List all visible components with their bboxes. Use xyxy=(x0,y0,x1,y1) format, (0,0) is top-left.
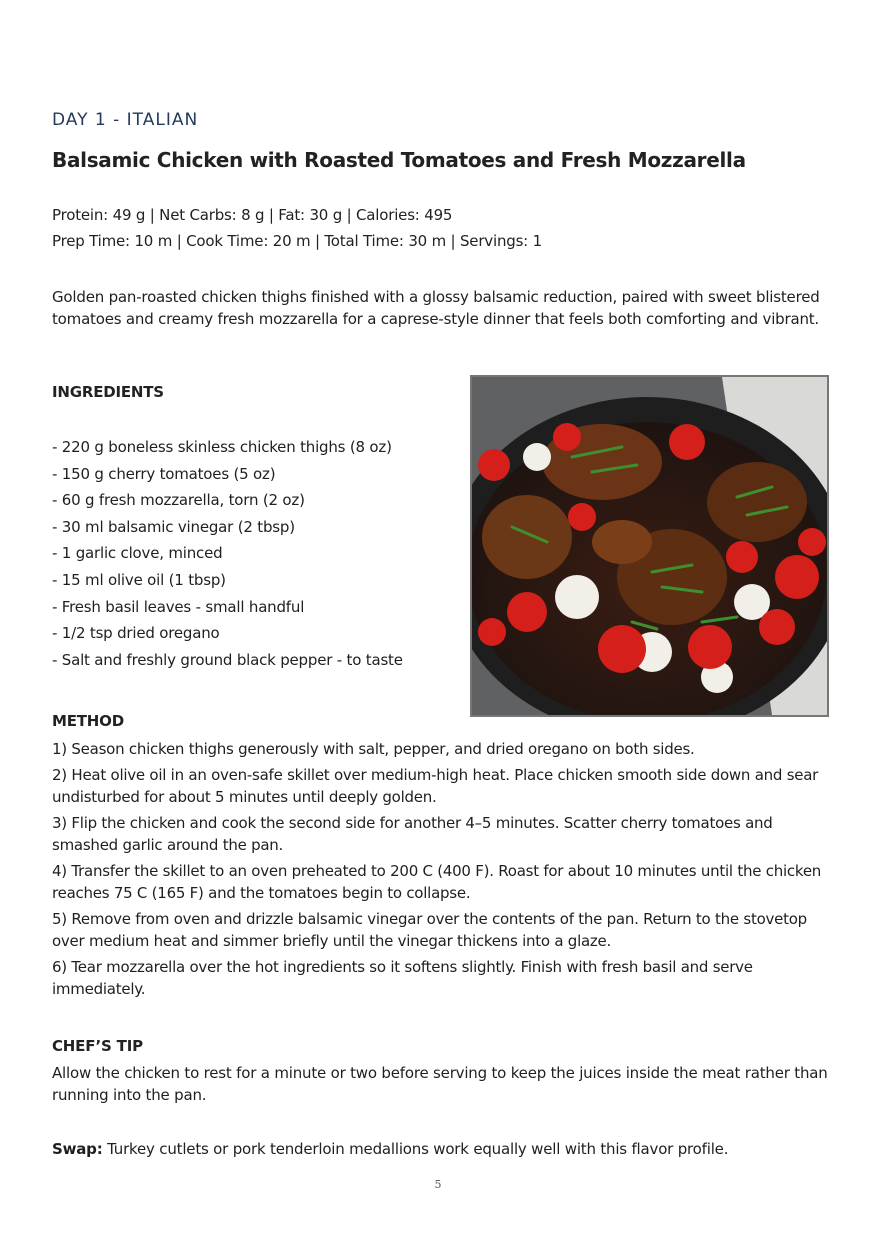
page-number: 5 xyxy=(434,1178,442,1191)
method-heading: METHOD xyxy=(52,712,124,730)
method-step: 3) Flip the chicken and cook the second side for another 4–5 minutes. Scatter cherry tomatoes and smashed garlic around the pan. xyxy=(52,814,773,854)
method-step: 2) Heat olive oil in an oven-safe skillet over medium-high heat. Place chicken smooth side down and sear undisturbed for about 5 minutes until deeply golden. xyxy=(52,766,819,806)
fat-value: 30 g xyxy=(309,206,343,224)
method-step: 1) Season chicken thighs generously with salt, pepper, and dried oregano on both sides. xyxy=(52,740,695,758)
ingredient-item: - Salt and freshly ground black pepper - to taste xyxy=(52,650,403,669)
method-step: 5) Remove from oven and drizzle balsamic vinegar over the contents of the pan. Return to the stovetop over medium heat and simmer briefly until the vinegar thickens into a glaze. xyxy=(52,910,807,950)
net-carbs-value: 8 g xyxy=(241,206,265,224)
ingredient-item: - 1/2 tsp dried oregano xyxy=(52,624,220,643)
ingredient-item: - 15 ml olive oil (1 tbsp) xyxy=(52,570,226,589)
recipe-intro: Golden pan-roasted chicken thighs finished with a glossy balsamic reduction, paired with sweet blistered tomatoes and creamy fresh mozzarella for a caprese-style dinner that feels both comforting and vibrant. xyxy=(52,288,820,328)
fat-label: | Fat: xyxy=(264,206,310,224)
nutrition-line xyxy=(52,206,452,224)
method-step: 6) Tear mozzarella over the hot ingredients so it softens slightly. Finish with fresh basil and serve immediately. xyxy=(52,958,753,998)
ingredient-item: - 220 g boneless skinless chicken thighs (8 oz) xyxy=(52,438,392,456)
net-carbs-label: | Net Carbs: xyxy=(145,206,242,224)
time-line: Prep Time: 10 m | Cook Time: 20 m | Total Time: 30 m | Servings: 1 xyxy=(52,232,542,250)
ingredients-heading: INGREDIENTS xyxy=(52,383,164,401)
ingredient-item: - 30 ml balsamic vinegar (2 tbsp) xyxy=(52,517,295,536)
ingredient-item: - 60 g fresh mozzarella, torn (2 oz) xyxy=(52,491,305,510)
skillet-illustration xyxy=(472,377,827,715)
recipe-title: Balsamic Chicken with Roasted Tomatoes and Fresh Mozzarella xyxy=(52,148,746,172)
chef-tip-text: Allow the chicken to rest for a minute or two before serving to keep the juices inside the meat rather than running into the pan. xyxy=(52,1064,828,1104)
calories-label: | Calories: xyxy=(342,206,425,224)
method-step: 4) Transfer the skillet to an oven preheated to 200 C (400 F). Roast for about 10 minutes until the chicken reaches 75 C (165 F) and the tomatoes begin to collapse. xyxy=(52,862,822,902)
calories-value: 495 xyxy=(424,206,453,224)
protein-value: 49 g xyxy=(112,206,146,224)
ingredient-item: - 1 garlic clove, minced xyxy=(52,544,223,563)
method-steps xyxy=(52,738,842,1004)
chef-tip-heading: CHEF’S TIP xyxy=(52,1037,143,1055)
day-kicker: DAY 1 - ITALIAN xyxy=(52,110,199,130)
ingredient-item: - Fresh basil leaves - small handful xyxy=(52,597,305,616)
protein-label: Protein: xyxy=(52,206,113,224)
ingredient-item: - 150 g cherry tomatoes (5 oz) xyxy=(52,464,276,483)
recipe-photo xyxy=(470,375,829,717)
swap-label: Swap: xyxy=(52,1140,103,1158)
swap-note xyxy=(52,1138,842,1160)
ingredients-list xyxy=(52,436,403,675)
swap-text: Turkey cutlets or pork tenderloin medallions work equally well with this flavor profile. xyxy=(102,1140,729,1158)
